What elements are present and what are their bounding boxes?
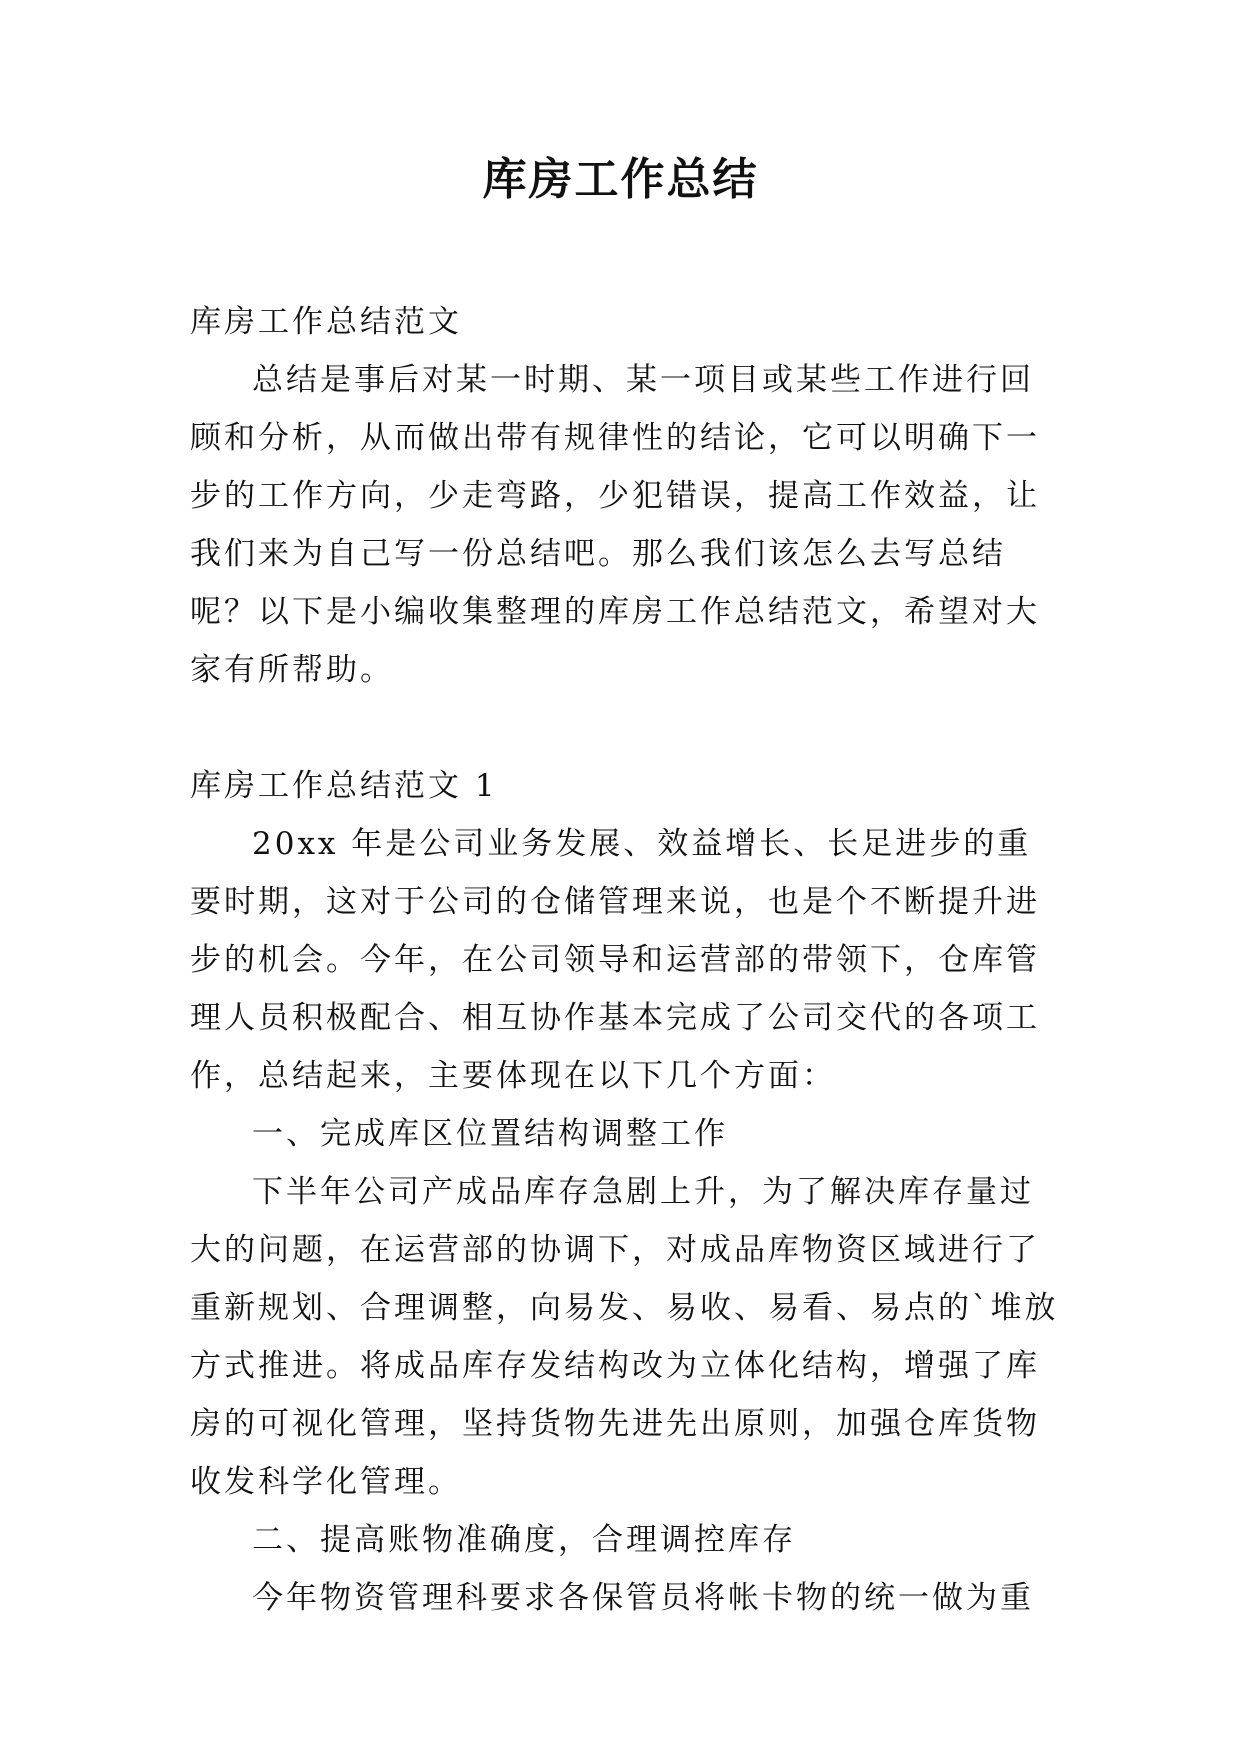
point1-paragraph: 下半年公司产成品库存急剧上升，为了解决库存量过大的问题，在运营部的协调下，对成品库物资区域进行了重新规划、合理调整，向易发、易收、易看、易点的`堆放方式推进。将成品库存发结构改为立体化结构，增强了库房的可视化管理，坚持货物先进先出原则，加强仓库货物收发科学化管理。 — [190, 1174, 1059, 1500]
section1-paragraph: 20xx 年是公司业务发展、效益增长、长足进步的重要时期，这对于公司的仓储管理来说，也是个不断提升进步的机会。今年，在公司领导和运营部的带领下，仓库管理人员积极配合、相互协作基本完成了公司交代的各项工作，总结起来，主要体现在以下几个方面： — [190, 826, 1040, 1094]
point2-heading: 二、提高账物准确度，合理调控库存 — [252, 1522, 796, 1558]
point2-paragraph: 今年物资管理科要求各保管员将帐卡物的统一做为重 — [252, 1580, 1034, 1616]
document-body — [190, 293, 1060, 1627]
intro-heading: 库房工作总结范文 — [190, 304, 462, 340]
section1-heading: 库房工作总结范文 1 — [190, 768, 498, 804]
paragraph-spacer — [190, 699, 1060, 757]
intro-paragraph: 总结是事后对某一时期、某一项目或某些工作进行回顾和分析，从而做出带有规律性的结论，它可以明确下一步的工作方向，少走弯路，少犯错误，提高工作效益，让我们来为自己写一份总结吧。那么我们该怎么去写总结呢？以下是小编收集整理的库房工作总结范文，希望对大家有所帮助。 — [190, 362, 1040, 688]
point1-heading: 一、完成库区位置结构调整工作 — [252, 1116, 728, 1152]
document-title: 库房工作总结 — [482, 154, 759, 205]
